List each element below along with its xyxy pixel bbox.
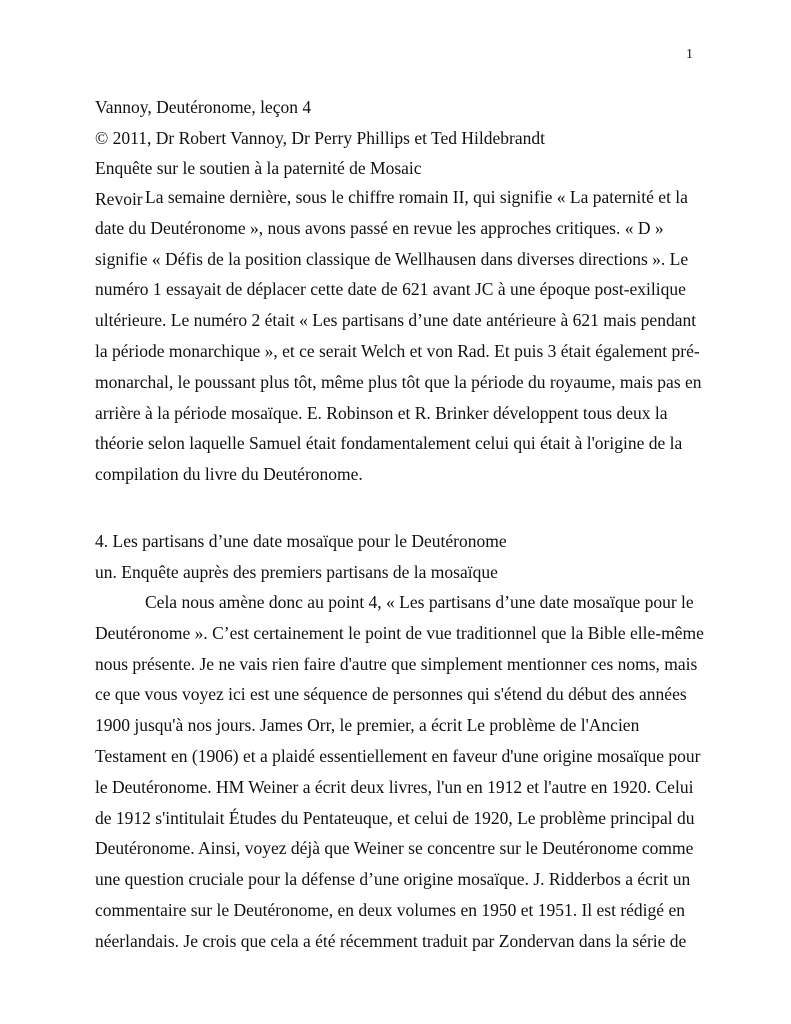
copyright-line: © 2011, Dr Robert Vannoy, Dr Perry Phillips et Ted Hildebrandt (95, 127, 546, 148)
section-headings (95, 526, 507, 587)
lecture-subtitle: Enquête sur le soutien à la paternité de Mosaic (95, 158, 422, 178)
section-heading: 4. Les partisans d’une date mosaïque pour le Deutéronome (95, 531, 507, 551)
review-heading: Revoir (95, 188, 143, 209)
mosaic-paragraph: Cela nous amène donc au point 4, « Les partisans d’une date mosaïque pour le Deutéronome ». C’est certainement le point de vue traditionnel que la Bible elle-même nous présente. Je ne vais rien faire d'autre que simplement mentionner ces noms, mais ce que vous voyez ici est une séquence de personnes qui s'étend du début des années 1900 jusqu'à nos jours. James Orr, le premier, a écrit Le problème de l'Ancien Testament en (1906) et a plaidé essentiellement en faveur d'une origine mosaïque pour le Deutéronome. HM Weiner a écrit deux livres, l'un en 1912 et l'autre en 1920. Celui de 1912 s'intitulait Études du Pentateuque, et celui de 1920, Le problème principal du Deutéronome. Ainsi, voyez déjà que Weiner se concentre sur le Deutéronome comme une question cruciale pour la défense d’une origine mosaïque. J. Ridderbos a écrit un commentaire sur le Deutéronome, en deux volumes en 1950 et 1951. Il est rédigé en néerlandais. Je crois que cela a été récemment traduit par Zondervan dans la série de (95, 592, 704, 951)
review-paragraph: La semaine dernière, sous le chiffre romain II, qui signifie « La paternité et la date du Deutéronome », nous avons passé en revue les approches critiques. « D » signifie « Défis de la position classique de Wellhausen dans diverses directions ». Le numéro 1 essayait de déplacer cette date de 621 avant JC à une époque post-exilique ultérieure. Le numéro 2 était « Les partisans d’une date antérieure à 621 mais pendant la période monarchique », et ce serait Welch et von Rad. Et puis 3 était également pré-monarchal, le poussant plus tôt, même plus tôt que la période du royaume, mais pas en arrière à la période mosaïque. E. Robinson et R. Brinker développent tous deux la théorie selon laquelle Samuel était fondamentalement celui qui était à l'origine de la compilation du livre du Deutéronome. (95, 187, 702, 485)
lecture-title: Vannoy, Deutéronome, leçon 4 (95, 97, 312, 117)
page-number: 1 (686, 47, 693, 62)
subsection-heading: un. Enquête auprès des premiers partisans de la mosaïque (95, 561, 498, 582)
